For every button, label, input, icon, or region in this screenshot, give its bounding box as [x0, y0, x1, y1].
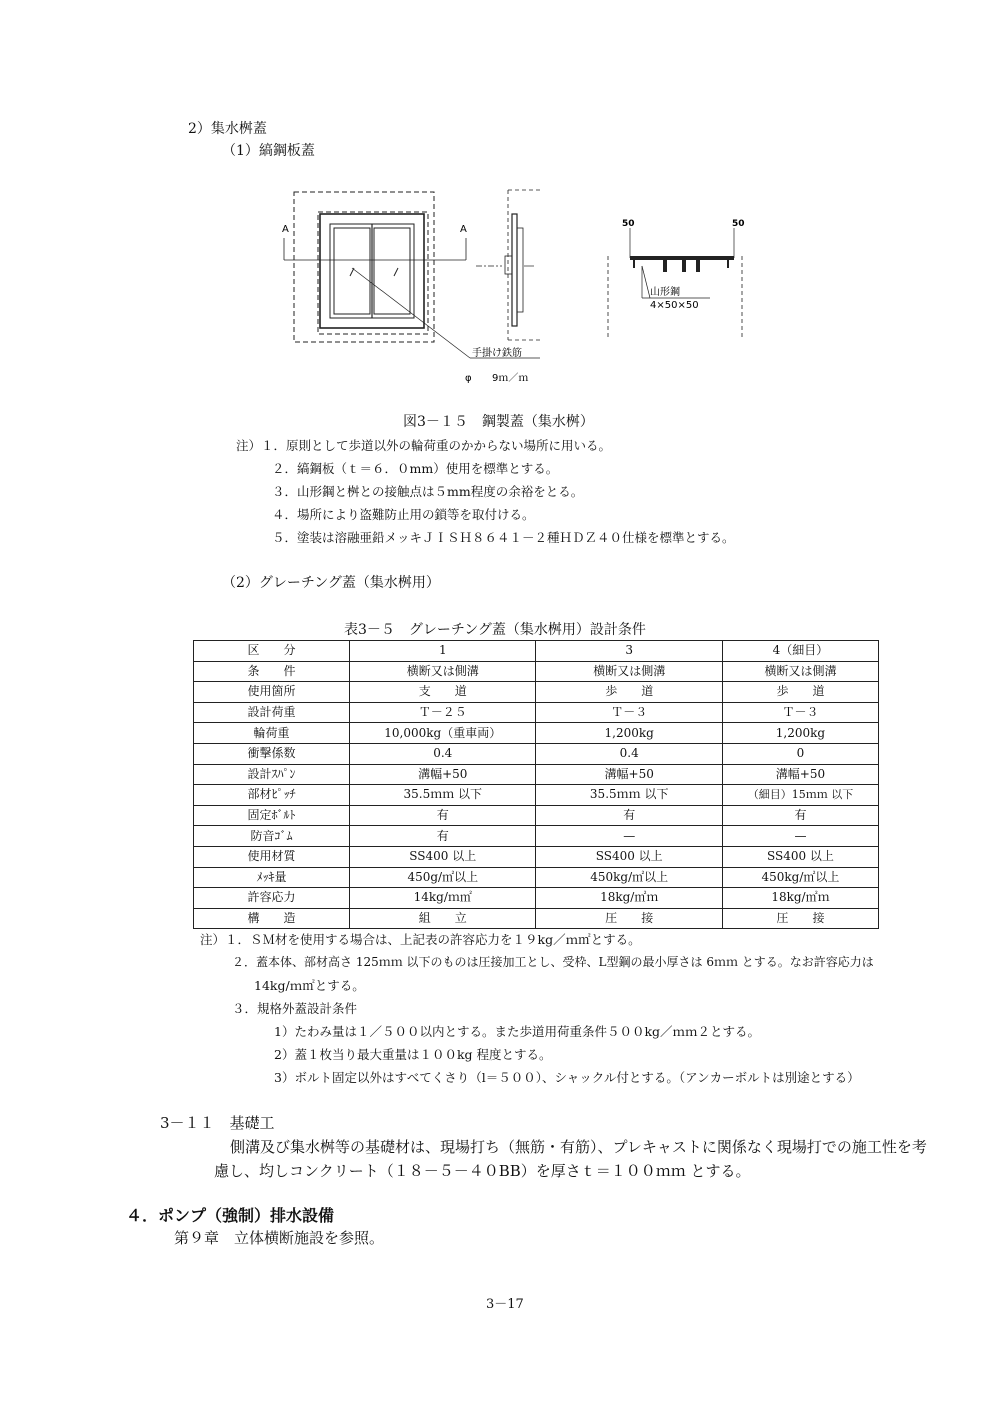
note2-line-5: 1）たわみ量は１／５００以内とする。また歩道用荷重条件５００kg／ｍｍ２とする。	[274, 1024, 761, 1039]
table-cell: 輪荷重	[194, 723, 350, 744]
table-cell: 圧 接	[536, 908, 722, 929]
table-title: 表3－５ グレーチング蓋（集水桝用）設計条件	[344, 622, 646, 638]
note1-line-5: ５．塗装は溶融亜鉛メッキＪＩＳＨ８６４１－２種ＨＤＺ４０仕様を標準とする。	[272, 530, 735, 545]
label-angle-size: 4×50×50	[650, 300, 699, 311]
table-row	[194, 641, 879, 662]
section-3-11-title: 3－１１ 基礎工	[160, 1114, 275, 1132]
table-cell: 溝幅+50	[722, 764, 878, 785]
table-cell: 設計ｽﾊﾟﾝ	[194, 764, 350, 785]
table-cell: 許容応力	[194, 888, 350, 909]
side-view-cover	[512, 214, 517, 326]
table-cell: Ｔ－２５	[350, 702, 536, 723]
figure-caption: 図3－１５ 鋼製蓋（集水桝）	[403, 414, 594, 430]
label-handle-rebar: 手掛け鉄筋	[472, 348, 522, 359]
note2-line-1: 注）１．ＳＭ材を使用する場合は、上記表の許容応力を１９kg／ｍ㎡とする。	[200, 932, 641, 947]
table-cell: 衝撃係数	[194, 743, 350, 764]
table-cell: 区 分	[194, 641, 350, 662]
label-angle-steel: 山形鋼	[650, 287, 680, 298]
table-cell: 450kg/㎡以上	[536, 867, 722, 888]
table-row	[194, 888, 879, 909]
table-row	[194, 846, 879, 867]
note2-line-3: 14kg/ｍ㎡とする。	[254, 978, 365, 993]
table-cell: ﾒｯｷ量	[194, 867, 350, 888]
table-cell: 0.4	[536, 743, 722, 764]
note1-line-1: 注）１．原則として歩道以外の輪荷重のかからない場所に用いる。	[236, 438, 612, 453]
note2-line-6: 2）蓋１枚当り最大重量は１００kg 程度とする。	[274, 1047, 552, 1062]
table-cell: 35.5ｍｍ 以下	[350, 785, 536, 806]
section-4-body: 第９章 立体横断施設を参照。	[174, 1229, 385, 1247]
table-cell: 構 造	[194, 908, 350, 929]
section-cover-plate	[630, 256, 734, 260]
table-cell: 18kg/㎡ｍ	[722, 888, 878, 909]
table-cell: 4（細目）	[722, 641, 878, 662]
subsection-heading-2: （2）グレーチング蓋（集水桝用）	[222, 575, 440, 591]
table-cell: 1	[350, 641, 536, 662]
section-3-11-line-2: 慮し、均しコンクリート（１８－５－４０BB）を厚さｔ＝１００ｍｍ とする。	[214, 1162, 751, 1180]
note2-line-2: ２．蓋本体、部材高さ 125ｍｍ 以下のものは圧接加工とし、受枠、L型鋼の最小厚さは 6ｍｍ とする。なお許容応力は	[232, 955, 874, 969]
note2-line-7: 3）ボルト固定以外はすべてくさり（l＝５００）、シャックル付とする。（アンカーボルトは別途とする）	[274, 1070, 860, 1085]
design-conditions-table	[193, 640, 879, 929]
table-cell: 3	[536, 641, 722, 662]
table-cell: 支 道	[350, 682, 536, 703]
table-cell: 条 件	[194, 661, 350, 682]
table-cell: 歩 道	[536, 682, 722, 703]
table-cell: 部材ﾋﾟｯﾁ	[194, 785, 350, 806]
label-phi: φ	[465, 373, 472, 384]
dimension-50-right: 50	[732, 219, 745, 229]
table-cell: 圧 接	[722, 908, 878, 929]
table-cell: 有	[536, 805, 722, 826]
note1-line-4: ４．場所により盗難防止用の鎖等を取付ける。	[272, 507, 535, 522]
table-cell: 歩 道	[722, 682, 878, 703]
table-cell: 450g/㎡以上	[350, 867, 536, 888]
table-cell: 横断又は側溝	[722, 661, 878, 682]
table-cell: 使用箇所	[194, 682, 350, 703]
table-cell: 有	[722, 805, 878, 826]
label-a-left: A	[282, 224, 289, 235]
table-cell: 0.4	[350, 743, 536, 764]
section-heading-2: 2）集水桝蓋	[188, 121, 267, 137]
table-cell: Ｔ－３	[722, 702, 878, 723]
table-cell: 450kg/㎡以上	[722, 867, 878, 888]
table-cell: 固定ﾎﾞﾙﾄ	[194, 805, 350, 826]
steel-cover-figure	[270, 180, 750, 390]
dimension-50-left: 50	[622, 219, 635, 229]
table-row	[194, 826, 879, 847]
table-cell: 有	[350, 805, 536, 826]
page-number: 3－17	[486, 1297, 524, 1312]
table-cell: 使用材質	[194, 846, 350, 867]
table-cell: Ｔ－３	[536, 702, 722, 723]
table-cell: SS400 以上	[722, 846, 878, 867]
table-cell: 横断又は側溝	[536, 661, 722, 682]
table-cell: 防音ｺﾞﾑ	[194, 826, 350, 847]
table-cell: 溝幅+50	[536, 764, 722, 785]
table-cell: 14kg/ｍ㎡	[350, 888, 536, 909]
section-4-title: ４．ポンプ（強制）排水設備	[126, 1206, 335, 1225]
table-cell: SS400 以上	[536, 846, 722, 867]
table-cell: 横断又は側溝	[350, 661, 536, 682]
table-row	[194, 908, 879, 929]
table-row	[194, 805, 879, 826]
table-row	[194, 702, 879, 723]
table-cell: 1,200kg	[722, 723, 878, 744]
table-cell: SS400 以上	[350, 846, 536, 867]
table-cell: 10,000kg（重車両）	[350, 723, 536, 744]
table-cell: 設計荷重	[194, 702, 350, 723]
label-a-right: A	[460, 224, 467, 235]
section-3-11-line-1: 側溝及び集水桝等の基礎材は、現場打ち（無筋・有筋）、プレキャストに関係なく現場打での施工性を考	[230, 1138, 927, 1156]
table-row	[194, 785, 879, 806]
table-cell: 有	[350, 826, 536, 847]
table-cell: —	[536, 826, 722, 847]
table-cell: 溝幅+50	[350, 764, 536, 785]
table-cell: 18kg/㎡ｍ	[536, 888, 722, 909]
table-cell: 組 立	[350, 908, 536, 929]
note1-line-3: ３．山形鋼と桝との接触点は５mm程度の余裕をとる。	[272, 484, 584, 499]
table-cell: 0	[722, 743, 878, 764]
subsection-heading-1: （1）縞鋼板蓋	[222, 143, 315, 159]
table-cell: 1,200kg	[536, 723, 722, 744]
table-row	[194, 723, 879, 744]
table-row	[194, 764, 879, 785]
table-row	[194, 682, 879, 703]
table-cell: 35.5ｍｍ 以下	[536, 785, 722, 806]
table-row	[194, 661, 879, 682]
table-cell: （細目）15ｍｍ 以下	[722, 785, 878, 806]
label-9mm: 9ｍ／ｍ	[492, 373, 529, 384]
cover-panel-right	[374, 228, 410, 314]
note1-line-2: ２．縞鋼板（ｔ＝６．０mm）使用を標準とする。	[272, 461, 559, 476]
table-row	[194, 867, 879, 888]
note2-line-4: ３．規格外蓋設計条件	[232, 1001, 358, 1016]
table-cell: —	[722, 826, 878, 847]
table-row	[194, 743, 879, 764]
